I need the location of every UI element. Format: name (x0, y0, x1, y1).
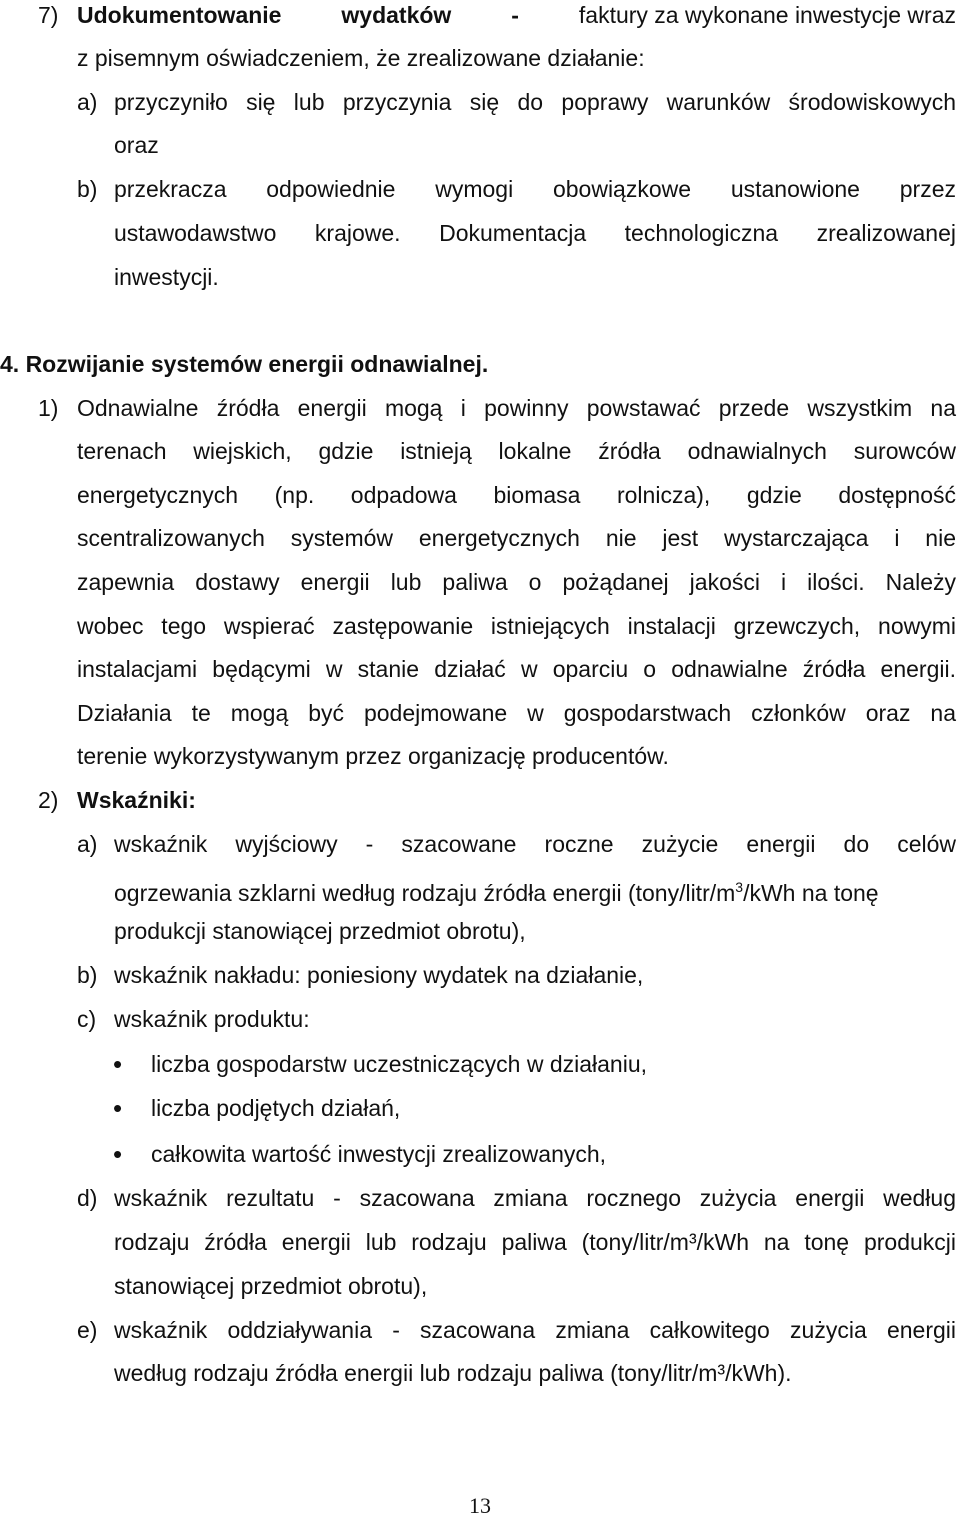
p2-e-line-1 (0, 1315, 960, 1345)
p1-text: terenie wykorzystywanym przez organizację producentów. (77, 743, 669, 769)
p1-text: zapewnia dostawy energii lub paliwa o pożądanej jakości i ilości. Należy (77, 569, 956, 595)
page-number: 13 (469, 1493, 491, 1518)
item7-first-line (77, 0, 956, 30)
item7-b-line-3 (0, 262, 960, 292)
bullet-item (0, 1093, 960, 1123)
p2-title-line (0, 785, 960, 815)
item7-b-label: b) (77, 176, 98, 202)
p2-d-line-2 (0, 1227, 960, 1257)
p2-title: Wskaźniki: (77, 787, 196, 813)
p1-line (0, 523, 960, 553)
p2-e-line-2 (0, 1358, 960, 1388)
p1-text: instalacjami będącymi w stanie działać w oparciu o odnawialne źródła energii. (77, 656, 956, 682)
item7-a-text: oraz (114, 132, 159, 158)
bullet-icon: • (113, 1139, 123, 1169)
item7-line-2 (0, 43, 960, 73)
item7-title: Udokumentowanie wydatków - (77, 2, 519, 28)
bullet-item (0, 1139, 960, 1169)
p1-text: Odnawialne źródła energii mogą i powinny powstawać przede wszystkim na (77, 395, 956, 421)
section-heading-line (0, 349, 960, 379)
item7-line-text: faktury za wykonane inwestycje wraz (578, 2, 956, 28)
p1-text: energetycznych (np. odpadowa biomasa rolnicza), gdzie dostępność (77, 482, 956, 508)
p2-a-line-3 (0, 916, 960, 946)
p2-e-text: wskaźnik oddziaływania - szacowana zmiana całkowitego zużycia energii (114, 1317, 956, 1343)
p2-c-line (0, 1004, 960, 1034)
p1-number: 1) (38, 395, 59, 421)
p2-e-label: e) (77, 1317, 98, 1343)
p2-b-line (0, 960, 960, 990)
p2-a-text (114, 872, 879, 908)
item7-a-line-2 (0, 130, 960, 160)
p1-line (0, 393, 960, 423)
bullet-text: całkowita wartość inwestycji zrealizowanych, (151, 1141, 607, 1167)
item7-b-text: ustawodawstwo krajowe. Dokumentacja technologiczna zrealizowanej (114, 220, 956, 246)
item7-b-line-1 (0, 174, 960, 204)
bullet-text: liczba gospodarstw uczestniczących w działaniu, (151, 1051, 648, 1077)
p1-line (0, 436, 960, 466)
p1-line (0, 567, 960, 597)
p2-a-line-1 (0, 829, 960, 859)
item7-b-text: inwestycji. (114, 264, 219, 290)
item7-number: 7) (38, 2, 59, 28)
p2-a-text: produkcji stanowiącej przedmiot obrotu), (114, 918, 526, 944)
item7-b-text: przekracza odpowiednie wymogi obowiązkowe ustanowione przez (114, 176, 956, 202)
p2-d-text: rodzaju źródła energii lub rodzaju paliwa (tony/litr/m³/kWh na tonę produkcji (114, 1229, 956, 1255)
p2-number: 2) (38, 787, 59, 813)
p1-line (0, 611, 960, 641)
item7-a-label: a) (77, 89, 98, 115)
p2-a-label: a) (77, 831, 98, 857)
item7-line-1 (0, 0, 960, 30)
item7-a-line-1 (0, 87, 960, 117)
section-heading: 4. Rozwijanie systemów energii odnawialnej. (0, 351, 489, 377)
p2-e-text: według rodzaju źródła energii lub rodzaju paliwa (tony/litr/m³/kWh). (114, 1360, 792, 1386)
p2-d-label: d) (77, 1185, 98, 1211)
bullet-icon: • (113, 1049, 123, 1079)
p2-a-line-2 (0, 872, 960, 906)
p1-line (0, 654, 960, 684)
item7-b-line-2 (0, 218, 960, 248)
bullet-text: liczba podjętych działań, (151, 1095, 401, 1121)
bullet-icon: • (113, 1093, 123, 1123)
p1-text: terenach wiejskich, gdzie istnieją lokalne źródła odnawialnych surowców (77, 438, 956, 464)
p2-b-label: b) (77, 962, 98, 988)
p1-line (0, 698, 960, 728)
p2-a-text: wskaźnik wyjściowy - szacowane roczne zużycie energii do celów (114, 831, 956, 857)
p2-c-text: wskaźnik produktu: (114, 1006, 310, 1032)
p1-line (0, 741, 960, 771)
p2-b-text: wskaźnik nakładu: poniesiony wydatek na działanie, (114, 962, 644, 988)
p1-text: scentralizowanych systemów energetycznych nie jest wystarczająca i nie (77, 525, 956, 551)
p1-text: wobec tego wspierać zastępowanie istniejących instalacji grzewczych, nowymi (77, 613, 956, 639)
p2-d-text: stanowiącej przedmiot obrotu), (114, 1273, 428, 1299)
p2-d-text: wskaźnik rezultatu - szacowana zmiana rocznego zużycia energii według (114, 1185, 956, 1211)
p1-line (0, 480, 960, 510)
item7-line-text: z pisemnym oświadczeniem, że zrealizowane działanie: (77, 45, 645, 71)
item7-a-text: przyczyniło się lub przyczynia się do poprawy warunków środowiskowych (114, 89, 956, 115)
superscript-3: 3 (735, 879, 744, 895)
bullet-item (0, 1049, 960, 1079)
p2-d-line-3 (0, 1271, 960, 1301)
p2-a-text-part: ogrzewania szklarni według rodzaju źródła energii (tony/litr/m (114, 879, 736, 906)
p2-a-text-part: /kWh na tonę (743, 879, 879, 906)
p2-d-line-1 (0, 1183, 960, 1213)
p2-c-label: c) (77, 1006, 97, 1032)
p1-text: Działania te mogą być podejmowane w gospodarstwach członków oraz na (77, 700, 956, 726)
